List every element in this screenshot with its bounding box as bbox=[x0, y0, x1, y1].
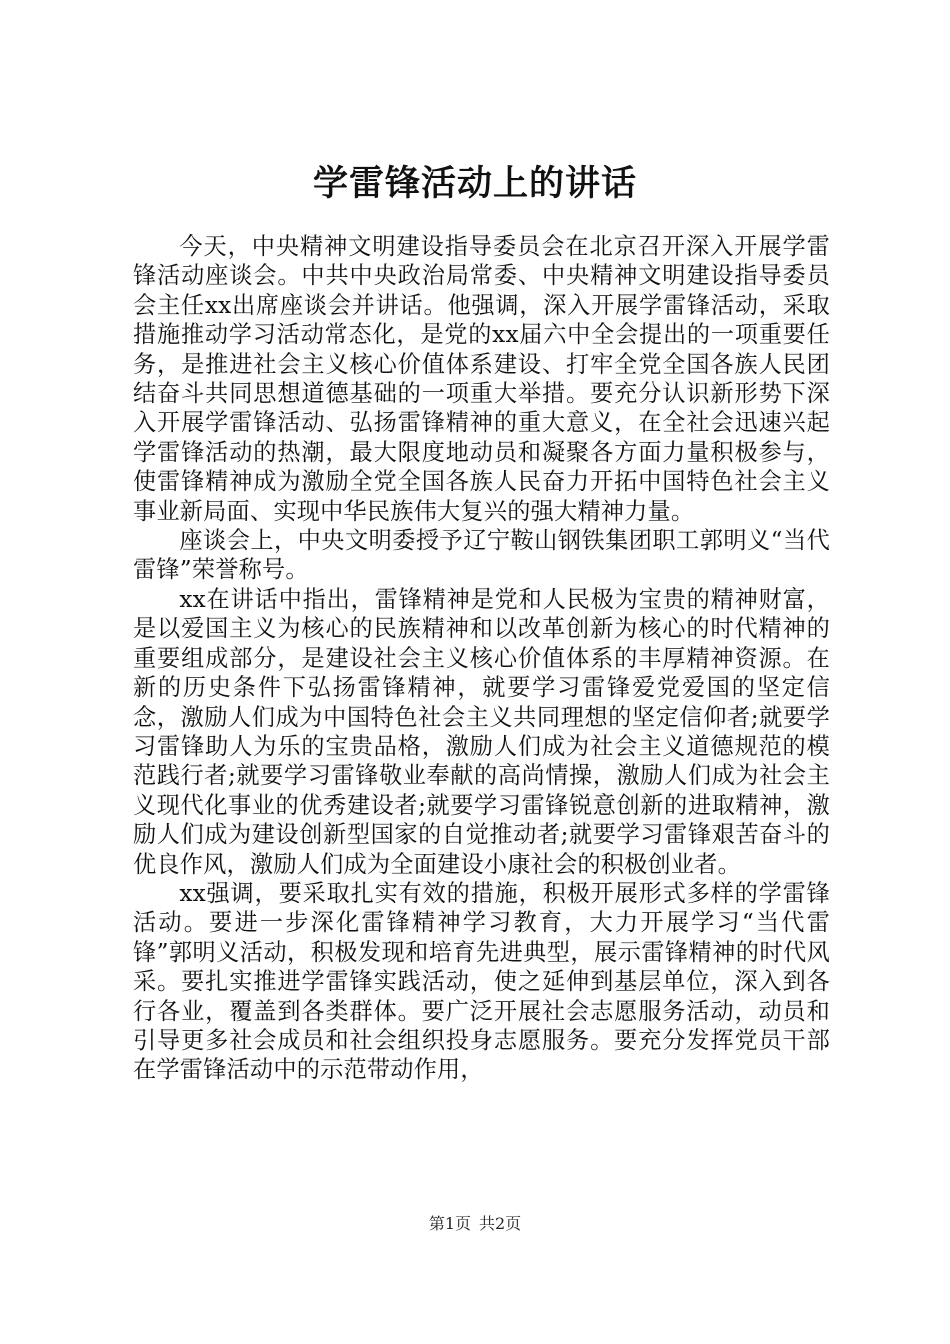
document-body bbox=[133, 232, 830, 1085]
paragraph: 今天，中央精神文明建设指导委员会在北京召开深入开展学雷锋活动座谈会。中共中央政治局常委、中央精神文明建设指导委员会主任xx出席座谈会并讲话。他强调，深入开展学雷锋活动，采取措施推动学习活动常态化，是党的xx届六中全会提出的一项重要任务，是推进社会主义核心价值体系建设、打牢全党全国各族人民团结奋斗共同思想道德基础的一项重大举措。要充分认识新形势下深入开展学雷锋活动、弘扬雷锋精神的重大意义，在全社会迅速兴起学雷锋活动的热潮，最大限度地动员和凝聚各方面力量积极参与，使雷锋精神成为激励全党全国各族人民奋力开拓中国特色社会主义事业新局面、实现中华民族伟大复兴的强大精神力量。 bbox=[133, 233, 830, 525]
page-footer bbox=[0, 1213, 950, 1235]
paragraph: xx在讲话中指出，雷锋精神是党和人民极为宝贵的精神财富，是以爱国主义为核心的民族精神和以改革创新为核心的时代精神的重要组成部分，是建设社会主义核心价值体系的丰厚精神资源。在新的历史条件下弘扬雷锋精神，就要学习雷锋爱党爱国的坚定信念，激励人们成为中国特色社会主义共同理想的坚定信仰者;就要学习雷锋助人为乐的宝贵品格，激励人们成为社会主义道德规范的模范践行者;就要学习雷锋敬业奉献的高尚情操，激励人们成为社会主义现代化事业的优秀建设者;就要学习雷锋锐意创新的进取精神，激励人们成为建设创新型国家的自觉推动者;就要学习雷锋艰苦奋斗的优良作风，激励人们成为全面建设小康社会的积极创业者。 bbox=[133, 585, 830, 878]
page-number-current: 第1页 bbox=[428, 1214, 471, 1233]
page-number-total: 共2页 bbox=[479, 1214, 522, 1233]
paragraph: 座谈会上，中央文明委授予辽宁鞍山钢铁集团职工郭明义“当代雷锋”荣誉称号。 bbox=[133, 527, 830, 584]
paragraph: xx强调，要采取扎实有效的措施，积极开展形式多样的学雷锋活动。要进一步深化雷锋精神学习教育，大力开展学习“当代雷锋”郭明义活动，积极发现和培育先进典型，展示雷锋精神的时代风采。要扎实推进学雷锋实践活动，使之延伸到基层单位，深入到各行各业，覆盖到各类群体。要广泛开展社会志愿服务活动，动员和引导更多社会成员和社会组织投身志愿服务。要充分发挥党员干部在学雷锋活动中的示范带动作用， bbox=[133, 879, 830, 1084]
document-title: 学雷锋活动上的讲话 bbox=[312, 163, 637, 204]
